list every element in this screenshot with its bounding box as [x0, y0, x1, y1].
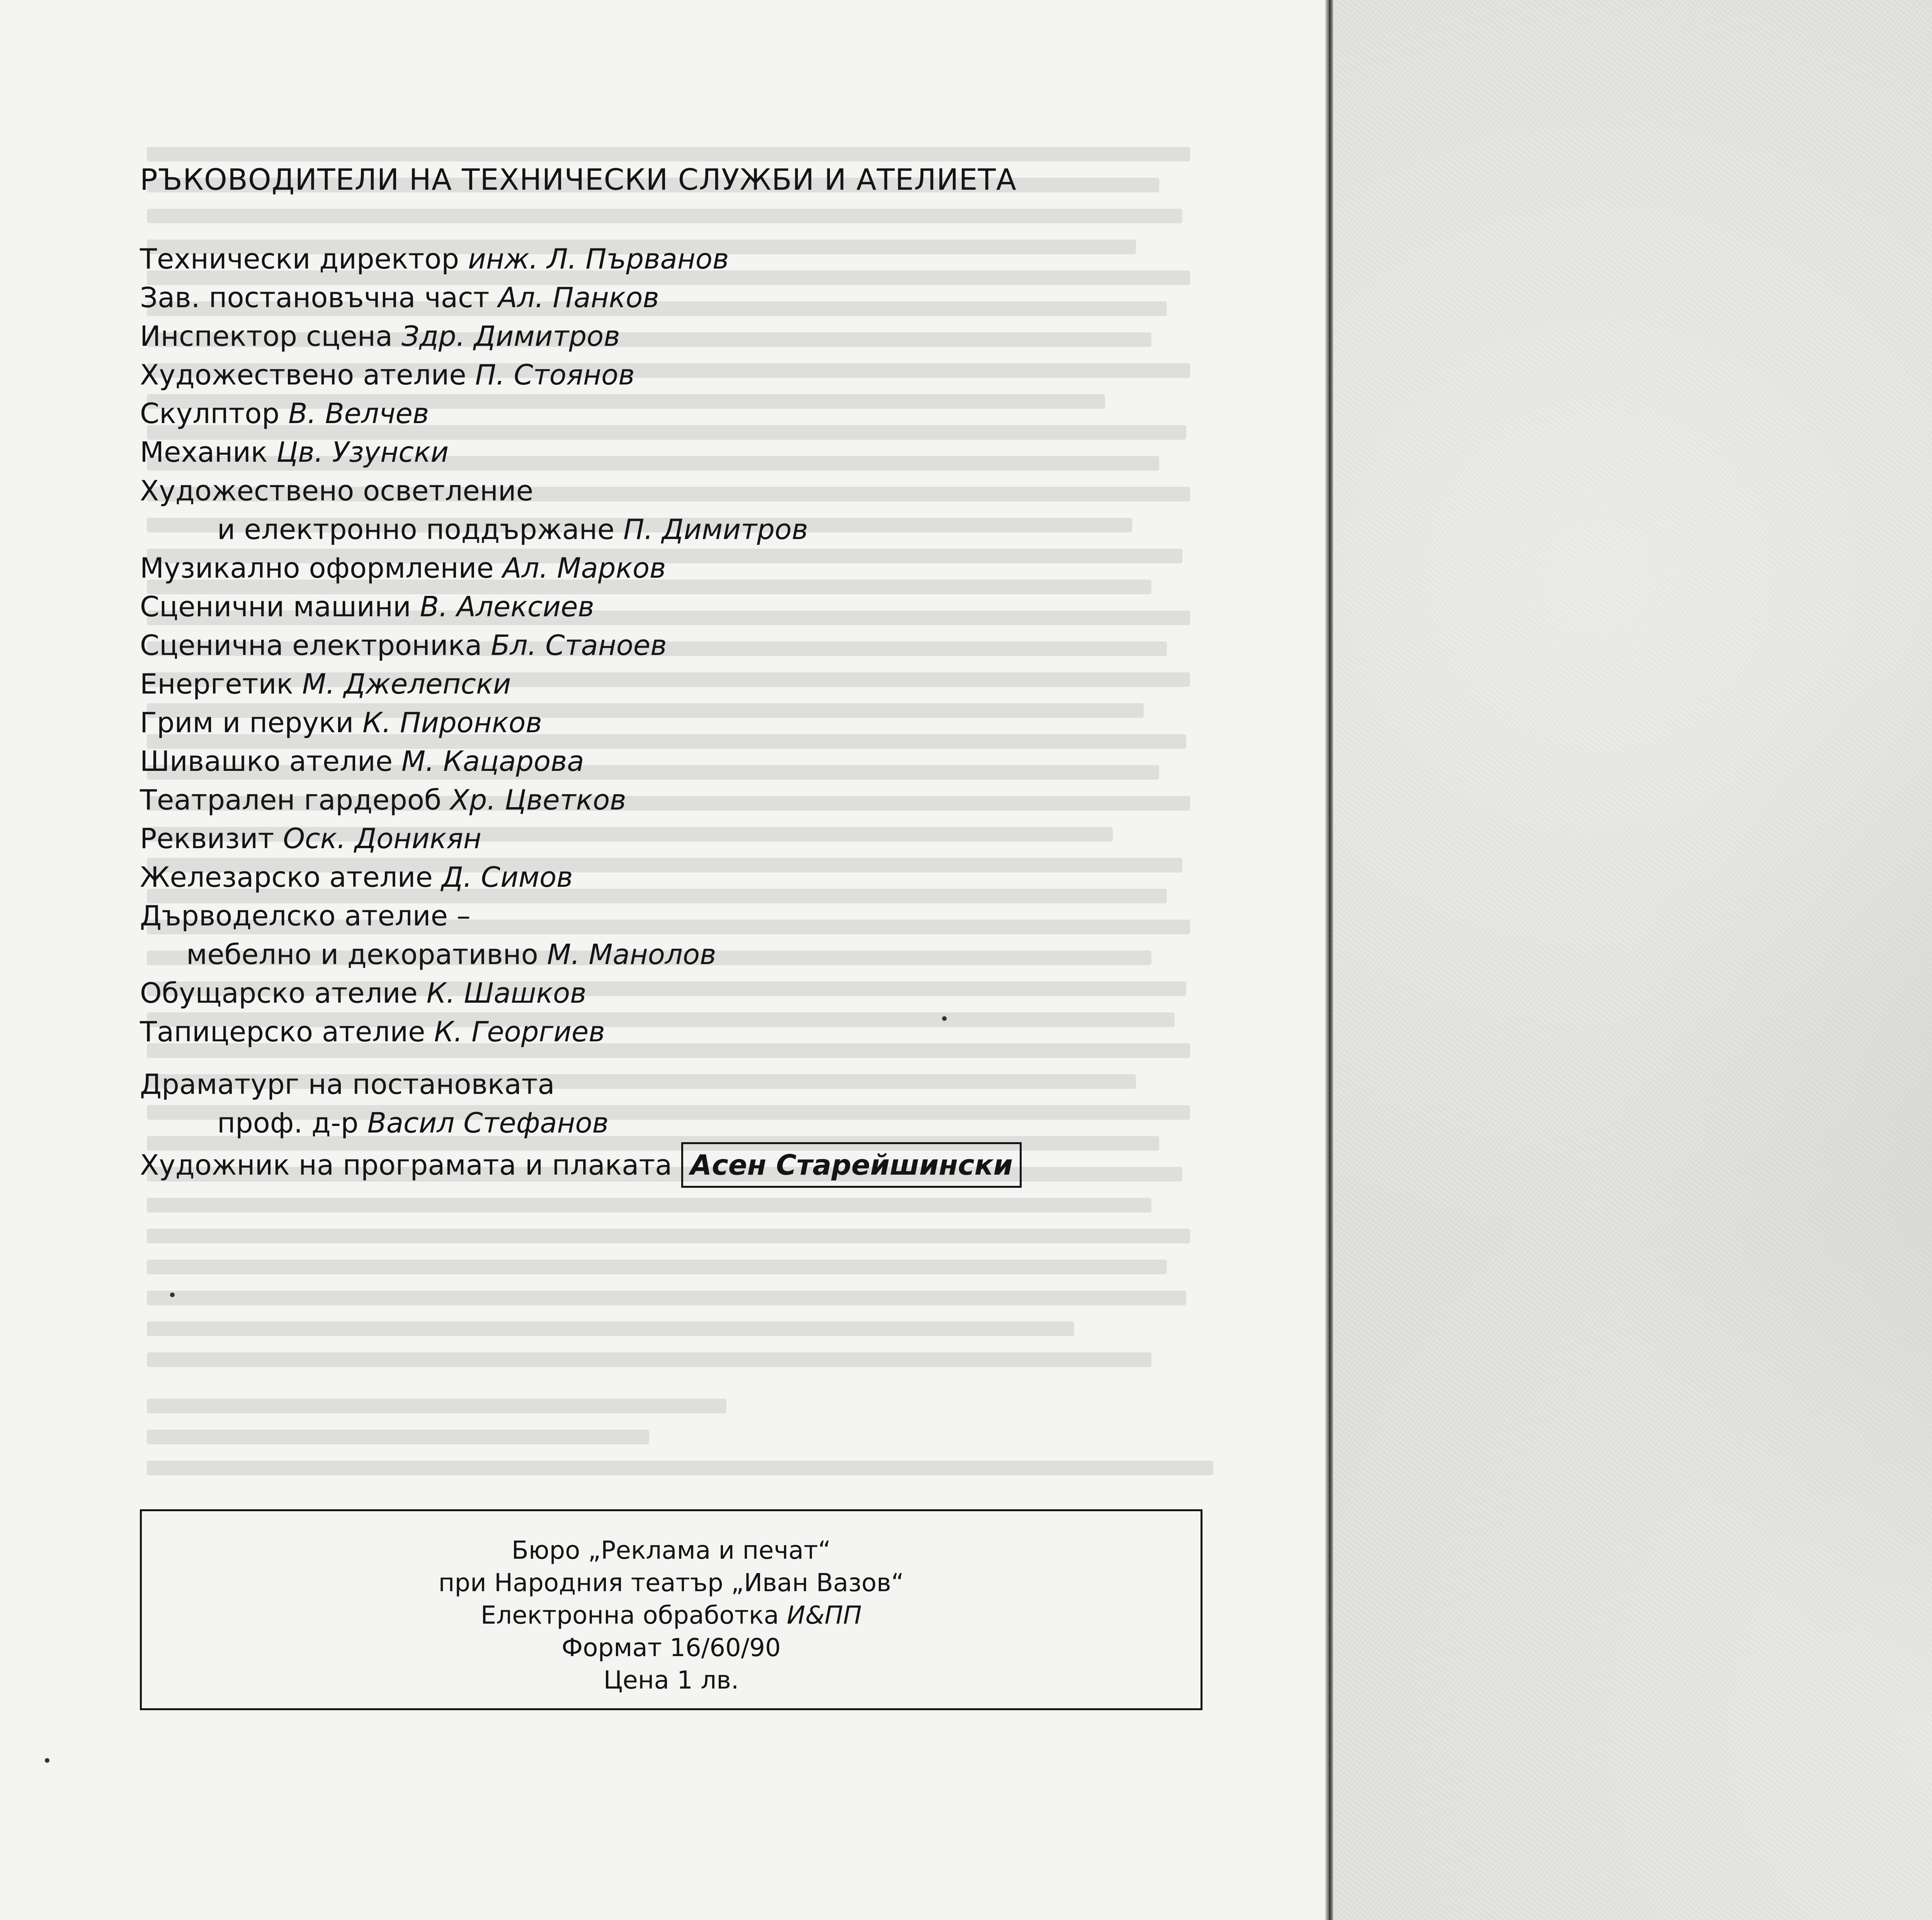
staff-role: Енергетик [140, 668, 293, 700]
staff-person: М. Джелепски [302, 668, 511, 700]
staff-role: Сценична електроника [140, 629, 482, 662]
imprint-box [140, 1509, 1202, 1710]
staff-role: Обущарско ателие [140, 977, 418, 1009]
staff-role: мебелно и декоративно [186, 938, 538, 971]
staff-item-carpentry [140, 896, 1260, 935]
staff-person: Здр. Димитров [401, 320, 620, 352]
staff-person: Оск. Доникян [283, 822, 481, 855]
imprint-price: Цена 1 лв. [603, 1666, 739, 1695]
staff-role: Театрален гардероб [140, 784, 442, 816]
staff-role: Инспектор сцена [140, 320, 393, 352]
staff-item-stage-electronics [140, 626, 1260, 665]
staff-person: К. Шашков [426, 977, 587, 1009]
staff-person: П. Стоянов [475, 359, 635, 391]
staff-person: К. Георгиев [434, 1015, 605, 1048]
staff-item-metalwork [140, 858, 1260, 896]
staff-item-electronic-support [140, 510, 1260, 549]
staff-role: Сценични машини [140, 590, 411, 623]
staff-person: М. Кацарова [401, 745, 584, 777]
staff-role: Тапицерско ателие [140, 1015, 425, 1048]
imprint-processing [142, 1599, 1201, 1632]
staff-item-energy [140, 665, 1260, 703]
staff-item-lighting [140, 471, 1260, 510]
staff-person: Д. Симов [441, 861, 573, 893]
staff-item-production-head [140, 278, 1260, 317]
staff-role: Художествено осветление [140, 474, 533, 507]
imprint-theatre: при Народния театър „Иван Вазов“ [438, 1569, 904, 1597]
staff-list [140, 240, 1260, 1188]
staff-role: Дърводелско ателие – [140, 900, 471, 932]
staff-role: Музикално оформление [140, 552, 494, 584]
staff-item-technical-director [140, 240, 1260, 278]
staff-person: П. Димитров [623, 513, 808, 546]
paper-speck [45, 1758, 49, 1763]
staff-person: Ал. Панков [498, 281, 659, 314]
staff-person: Цв. Узунски [276, 436, 449, 468]
staff-item-stage-machines [140, 587, 1260, 626]
staff-item-props [140, 819, 1260, 858]
staff-person: Бл. Станоев [491, 629, 667, 662]
staff-role: Технически директор [140, 243, 459, 275]
staff-person: В. Велчев [288, 397, 429, 430]
dramaturg-person: Васил Стефанов [367, 1107, 609, 1139]
staff-item-music [140, 549, 1260, 587]
designer-name-box: Асен Старейшински [681, 1142, 1022, 1188]
section-title: РЪКОВОДИТЕЛИ НА ТЕХНИЧЕСКИ СЛУЖБИ И АТЕЛИЕТА [140, 162, 1017, 197]
paper-speck [942, 1016, 947, 1021]
staff-role: Грим и перуки [140, 706, 354, 739]
imprint-processing-label: Електронна обработка [480, 1601, 779, 1630]
designer-role: Художник на програмата и плаката [140, 1149, 672, 1181]
staff-person: К. Пиронков [362, 706, 542, 739]
staff-item-sewing [140, 742, 1260, 781]
right-page-blank [1333, 0, 1932, 1920]
staff-item-stage-inspector [140, 317, 1260, 355]
staff-role: Зав. постановъчна част [140, 281, 490, 314]
staff-role: Шивашко ателие [140, 745, 393, 777]
dramaturg-name-line [140, 1104, 1260, 1142]
staff-role: Железарско ателие [140, 861, 433, 893]
staff-role: Реквизит [140, 822, 274, 855]
staff-person: В. Алексиев [420, 590, 594, 623]
staff-person: Ал. Марков [502, 552, 666, 584]
paper-speck [170, 1292, 175, 1297]
designer-line [140, 1142, 1260, 1188]
dramaturg-role: Драматург на постановката [140, 1068, 555, 1100]
staff-role: и електронно поддържане [217, 513, 615, 546]
staff-item-art-workshop [140, 355, 1260, 394]
staff-role: Художествено ателие [140, 359, 466, 391]
staff-item-mechanic [140, 433, 1260, 471]
staff-item-makeup [140, 703, 1260, 742]
staff-item-furniture-decor [140, 935, 1260, 974]
staff-role: Скулптор [140, 397, 280, 430]
staff-person: М. Манолов [547, 938, 716, 971]
imprint-bureau: Бюро „Реклама и печат“ [511, 1536, 831, 1565]
staff-item-wardrobe [140, 781, 1260, 819]
page-gutter [1325, 0, 1333, 1920]
imprint-processing-studio: И&ПП [787, 1601, 862, 1630]
staff-item-shoemaking [140, 974, 1260, 1012]
staff-role: Механик [140, 436, 268, 468]
staff-person: инж. Л. Първанов [468, 243, 729, 275]
staff-person: Хр. Цветков [450, 784, 626, 816]
staff-item-upholstery [140, 1012, 1260, 1051]
staff-item-sculptor [140, 394, 1260, 433]
dramaturg-title: проф. д-р [217, 1107, 359, 1139]
imprint-format: Формат 16/60/90 [561, 1634, 781, 1662]
